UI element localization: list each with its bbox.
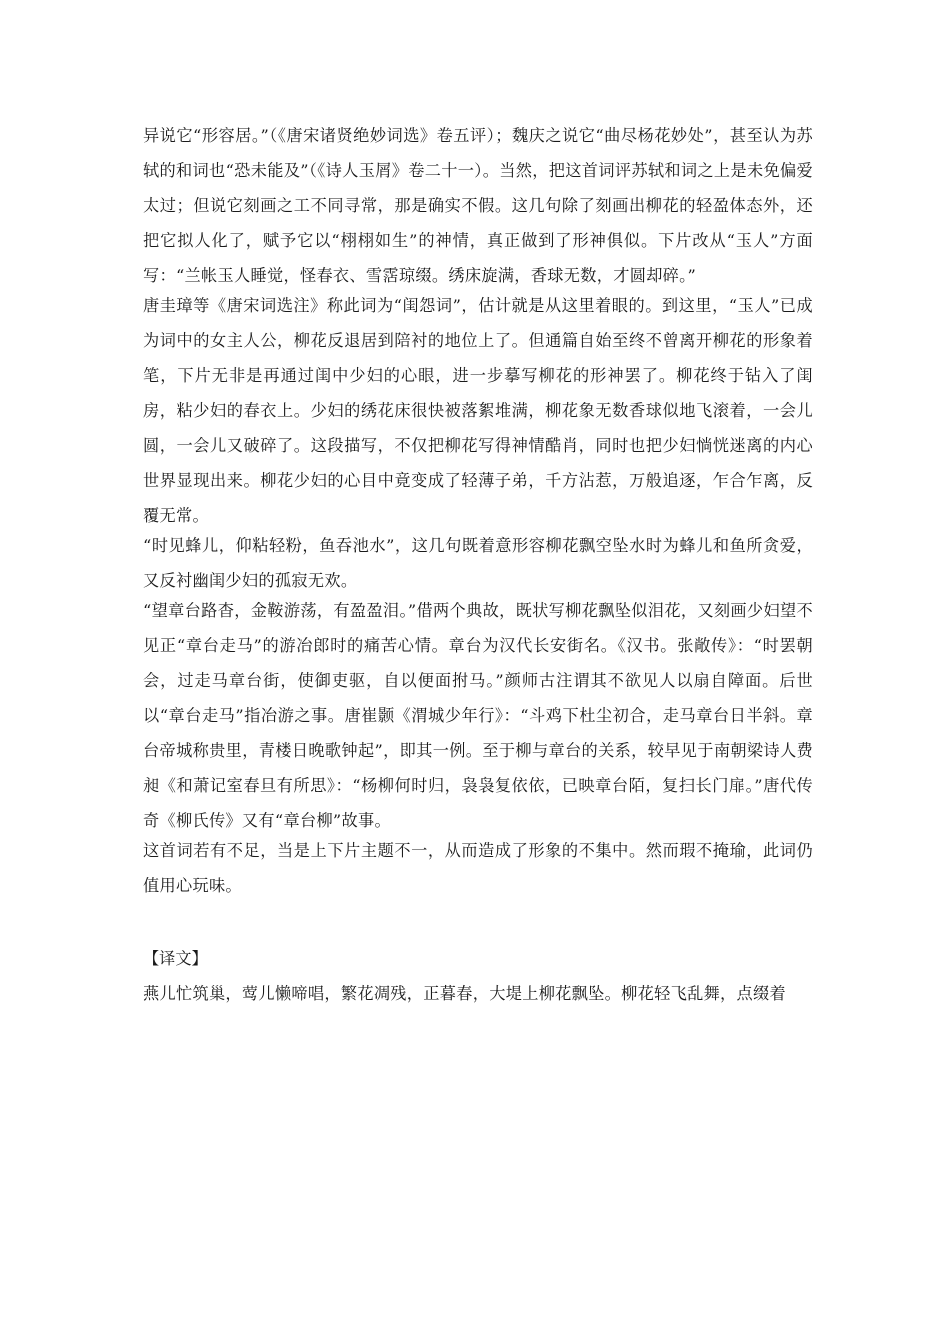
paragraph-1: 异说它“形容居。”（《唐宋诸贤绝妙词选》卷五评）；魏庆之说它“曲尽杨花妙处”，甚至认为苏轼的和词也“恐未能及”（《诗人玉屑》卷二十一）。当然，把这首词评苏轼和词之上是未免偏爱太过；但说它刻画之工不同寻常，那是确实不假。这几句除了刻画出柳花的轻盈体态外，还把它拟人化了，赋予它以“栩栩如生”的神情，真正做到了形神俱似。下片改从“玉人”方面写：“兰帐玉人睡觉，怪春衣、雪霑琼缀。绣床旋满，香球无数，才圆却碎。” — [143, 126, 813, 285]
paragraph-2: 唐圭璋等《唐宋词选注》称此词为“闺怨词”，估计就是从这里着眼的。到这里，“玉人”已成为词中的女主人公，柳花反退居到陪衬的地位上了。但通篇自始至终不曾离开柳花的形象着笔，下片无非是再通过闺中少妇的心眼，进一步摹写柳花的形神罢了。柳花终于钻入了闺房，粘少妇的春衣上。少妇的绣花床很快被落絮堆满，柳花象无数香球似地飞滚着，一会儿圆，一会儿又破碎了。这段描写，不仅把柳花写得神情酷肖，同时也把少妇惝恍迷离的内心世界显现出来。柳花少妇的心目中竟变成了轻薄子弟，千方沾惹，万般追逐，乍合乍离，反覆无常。 — [143, 296, 813, 525]
paragraph-3: “时见蜂儿，仰粘轻粉，鱼吞池水”，这几句既着意形容柳花飘空坠水时为蜂儿和鱼所贪爱，又反衬幽闺少妇的孤寂无欢。 — [143, 536, 813, 590]
paragraph-4: “望章台路杳，金鞍游荡，有盈盈泪。”借两个典故，既状写柳花飘坠似泪花，又刻画少妇望不见正“章台走马”的游冶郎时的痛苦心情。章台为汉代长安街名。《汉书。张敞传》：“时罢朝会，过走马章台街，使御吏驱，自以便面拊马。”颜师古注谓其不欲见人以扇自障面。后世以“章台走马”指冶游之事。唐崔颢《渭城少年行》：“斗鸡下杜尘初合，走马章台日半斜。章台帝城称贵里，青楼日晚歌钟起”，即其一例。至于柳与章台的关系，较早见于南朝梁诗人费昶《和萧记室春旦有所思》：“杨柳何时归，袅袅复依依，已映章台陌，复扫长门扉。”唐代传奇《柳氏传》又有“章台柳”故事。 — [143, 601, 813, 830]
paragraph-5: 这首词若有不足，当是上下片主题不一，从而造成了形象的不集中。然而瑕不掩瑜，此词仍值用心玩味。 — [143, 841, 813, 895]
translation-paragraph: 燕儿忙筑巢，莺儿懒啼唱，繁花凋残，正暮春，大堤上柳花飘坠。柳花轻飞乱舞，点缀着 — [143, 984, 787, 1003]
document-page — [143, 118, 813, 1011]
section-spacer — [143, 903, 813, 941]
section-heading-translation: 【译文】 — [143, 949, 208, 968]
